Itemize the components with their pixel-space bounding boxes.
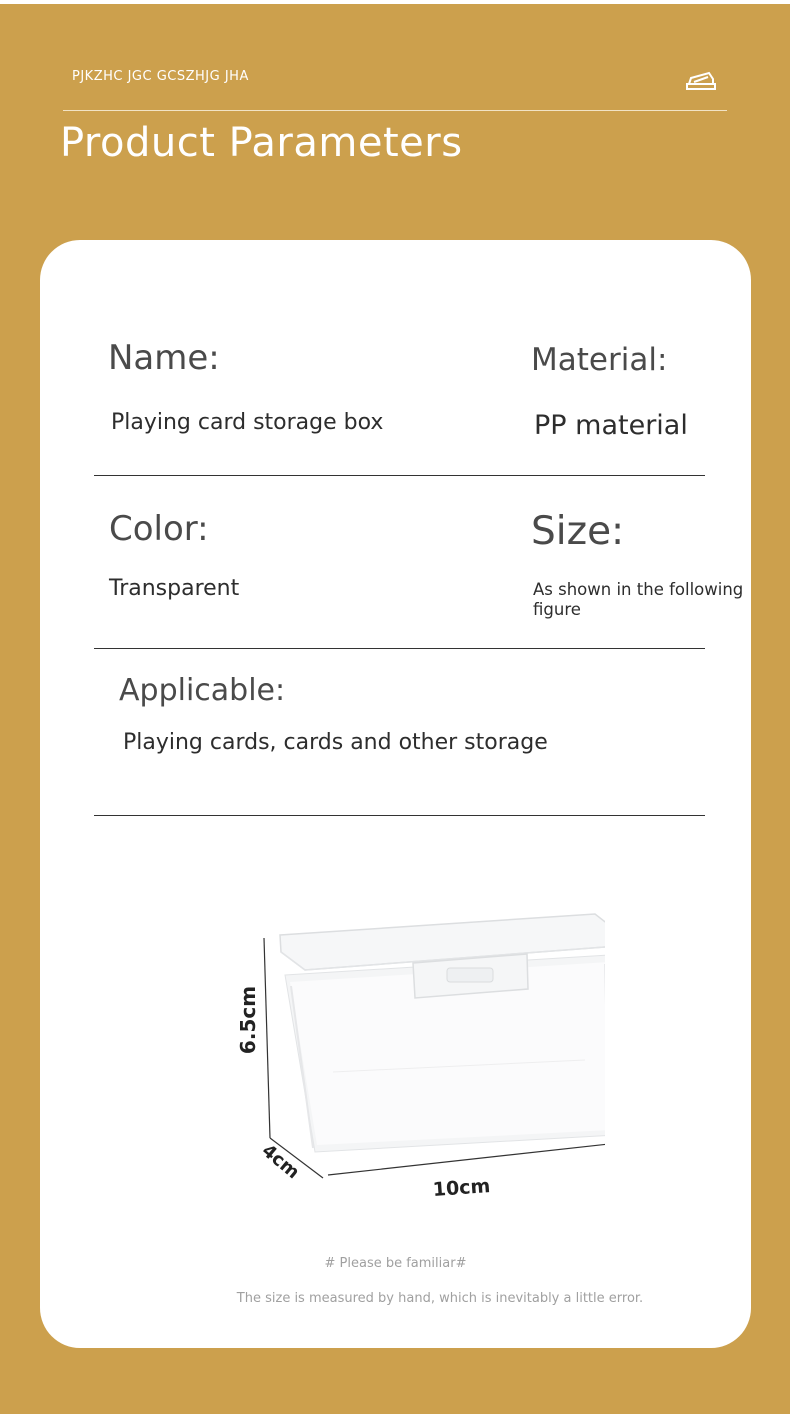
storage-box-figure xyxy=(185,890,605,1210)
stamp-icon xyxy=(684,69,718,93)
divider-1 xyxy=(94,475,705,476)
name-label: Name: xyxy=(108,338,220,378)
length-dimension-label: 10cm xyxy=(432,1175,492,1201)
color-label: Color: xyxy=(109,509,209,549)
divider-3 xyxy=(94,815,705,816)
header-divider xyxy=(63,110,727,111)
name-value: Playing card storage box xyxy=(111,410,384,435)
size-value: As shown in the following figure xyxy=(533,580,744,619)
page-title: Product Parameters xyxy=(60,120,463,166)
height-dimension-label: 6.5cm xyxy=(236,985,260,1055)
storage-box-image xyxy=(280,914,605,1152)
applicable-label: Applicable: xyxy=(119,673,286,708)
parameters-card xyxy=(40,240,751,1348)
depth-dimension-label: 4cm xyxy=(257,1140,304,1184)
material-label: Material: xyxy=(531,342,668,378)
note-text: The size is measured by hand, which is inevitably a little error. xyxy=(236,1291,644,1306)
color-value: Transparent xyxy=(109,576,240,601)
header-caption: PJKZHC JGC GCSZHJG JHA xyxy=(72,69,249,84)
material-value: PP material xyxy=(534,410,688,441)
divider-2 xyxy=(94,648,705,649)
size-label: Size: xyxy=(531,509,625,554)
note-title: # Please be familiar# xyxy=(324,1256,467,1271)
applicable-value: Playing cards, cards and other storage xyxy=(123,730,548,755)
